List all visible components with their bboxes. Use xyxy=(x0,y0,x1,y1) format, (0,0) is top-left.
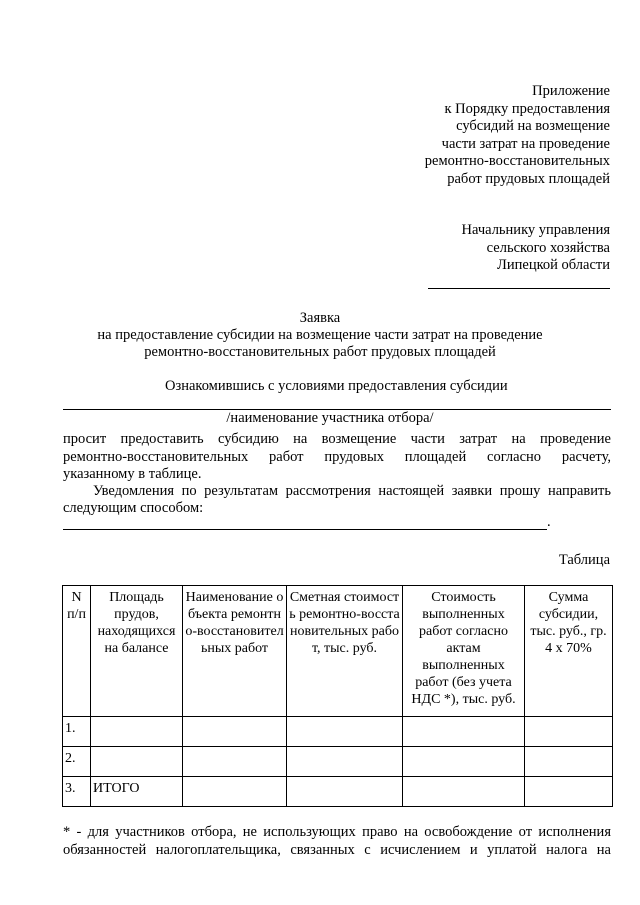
appendix-header xyxy=(425,83,610,188)
addressee-signature-line xyxy=(428,288,610,289)
table-cell xyxy=(91,747,183,777)
table-cell xyxy=(91,717,183,747)
appendix-line: к Порядку предоставления xyxy=(444,100,610,117)
document-subtitle-line2: ремонтно-восстановительных работ прудовых площадей xyxy=(144,344,496,360)
request-line: указанному в таблице. xyxy=(63,466,202,482)
subsidy-table xyxy=(62,585,613,807)
table-header-row xyxy=(63,586,613,717)
column-header-completed-cost: Стоимость выполненных работ согласно актам выполненных работ (без учета НДС *), тыс. руб. xyxy=(403,586,525,717)
request-line: просит предоставить субсидию на возмещение части затрат на проведение xyxy=(63,431,611,447)
table-row xyxy=(63,717,613,747)
table-cell xyxy=(525,717,613,747)
document-subtitle-line1: на предоставление субсидии на возмещение части затрат на проведение xyxy=(97,327,543,343)
notification-line1: Уведомления по результатам рассмотрения настоящей заявки прошу направить xyxy=(93,483,611,499)
footnote-line: * - для участников отбора, не использующих право на освобождение от исполнения xyxy=(63,824,611,840)
appendix-line: работ прудовых площадей xyxy=(447,170,610,187)
table-cell: ИТОГО xyxy=(91,777,183,807)
column-header-estimate: Сметная стоимость ремонтно-восстановительных работ, тыс. руб. xyxy=(287,586,403,717)
table-cell: 1. xyxy=(63,717,91,747)
addressee-line: сельского хозяйства xyxy=(486,239,610,256)
request-line: ремонтно-восстановительных работ прудовых площадей согласно расчету, xyxy=(63,448,611,465)
addressee-line: Начальнику управления xyxy=(461,222,610,238)
appendix-line: ремонтно-восстановительных xyxy=(424,153,610,169)
table-cell: 3. xyxy=(63,777,91,807)
table-cell xyxy=(287,717,403,747)
table-row xyxy=(63,747,613,777)
appendix-line: части затрат на проведение xyxy=(441,135,610,152)
table-cell xyxy=(403,747,525,777)
intro-text: Ознакомившись с условиями предоставления субсидии xyxy=(165,378,508,394)
table-caption: Таблица xyxy=(558,552,610,568)
notification-method-line xyxy=(63,529,547,530)
request-paragraph xyxy=(63,431,611,484)
table-cell xyxy=(183,777,287,807)
notification-line2: следующим способом: xyxy=(63,500,204,516)
addressee-line: Липецкой области xyxy=(497,257,610,273)
table-cell xyxy=(183,747,287,777)
table-cell xyxy=(525,777,613,807)
column-header-object: Наименование объекта ремонтно-восстановительных работ xyxy=(183,586,287,717)
table-row-total xyxy=(63,777,613,807)
addressee-block xyxy=(462,222,610,275)
notification-end-mark: . xyxy=(547,514,551,530)
table-cell xyxy=(183,717,287,747)
table-cell xyxy=(525,747,613,777)
footnote-line: обязанностей налогоплательщика, связанных с исчислением и уплатой налога на xyxy=(63,841,611,858)
column-header-subsidy: Сумма субсидии, тыс. руб., гр. 4 x 70% xyxy=(525,586,613,717)
document-title: Заявка xyxy=(299,310,341,326)
appendix-line: Приложение xyxy=(532,83,610,99)
table-cell xyxy=(403,717,525,747)
table-cell: 2. xyxy=(63,747,91,777)
table-cell xyxy=(287,777,403,807)
column-header-area: Площадь прудов, находящихся на балансе xyxy=(91,586,183,717)
table-cell xyxy=(287,747,403,777)
participant-caption: /наименование участника отбора/ xyxy=(226,410,434,426)
column-header-number: N п/п xyxy=(63,586,91,717)
footnote xyxy=(63,824,611,859)
appendix-line: субсидий на возмещение xyxy=(456,118,610,134)
table-cell xyxy=(403,777,525,807)
